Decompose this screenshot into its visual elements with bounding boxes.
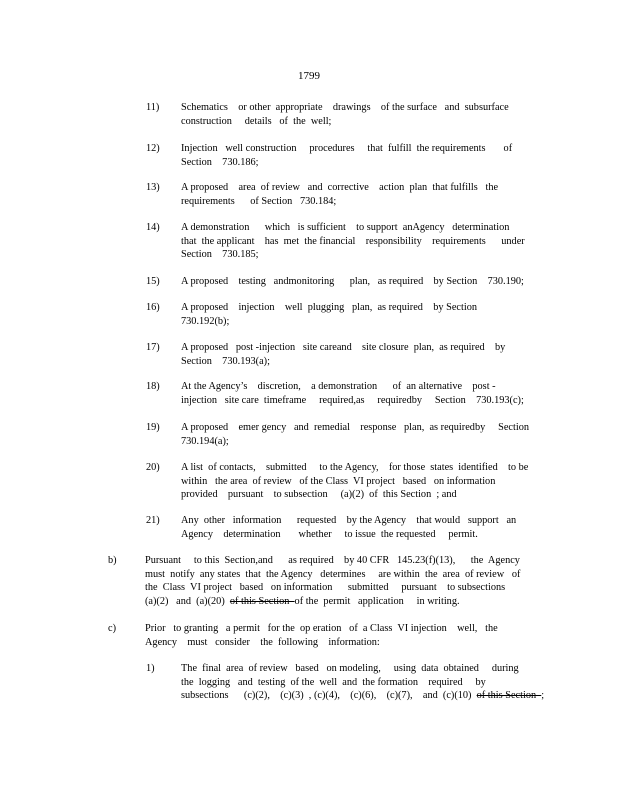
item-number: 15): [146, 276, 160, 287]
item-number: 16): [146, 302, 160, 313]
item-number: 1): [146, 663, 155, 674]
item-text: A proposed area of review and corrective action plan that fulfills the requirements of Section 730.184;: [181, 182, 499, 207]
item-number: 18): [146, 381, 160, 392]
item-text: At the Agency’s discretion, a demonstration of an alternative post - injection site care timeframe required,as requiredby Section 730.193(c);: [181, 381, 524, 406]
item-text: A proposed post -injection site careand site closure plan, as required by Section 730.193(a);: [181, 342, 506, 367]
item-text: Schematics or other appropriate drawings of the surface and subsurface construction details of the well;: [181, 102, 509, 127]
item-number: 13): [146, 182, 160, 193]
item-text: A proposed testing andmonitoring plan, as required by Section 730.190;: [181, 276, 524, 287]
section-letter: b): [108, 555, 117, 566]
item-text: The final area of review based on modeling, using data obtained during the logging and testing of the well and the formation required by subsections (c)(2), (c)(3) , (c)(4), (c)(6), (c)(7), and (c)(10) of this Section ;: [181, 663, 545, 701]
item-number: 20): [146, 462, 160, 473]
struck-text: of this Section: [229, 595, 295, 607]
struck-text: of this Section: [476, 690, 542, 701]
section-letter: c): [108, 623, 116, 634]
item-number: 17): [146, 342, 160, 353]
item-number: 12): [146, 143, 160, 154]
item-text: A demonstration which is sufficient to support anAgency determination that the applicant has met the financial responsibility requirements under Section 730.185;: [181, 222, 525, 260]
item-number: 19): [146, 422, 160, 433]
item-text: A proposed emer gency and remedial response plan, as requiredby Section 730.194(a);: [181, 422, 529, 447]
item-text: A list of contacts, submitted to the Agency, for those states identified to be within the area of review of the Class VI project based on information provided pursuant to subsection (a)(2) of this Section ; and: [181, 462, 529, 500]
section-text: Prior to granting a permit for the op eration of a Class VI injection well, the Agency must consider the following information:: [145, 623, 498, 648]
item-number: 14): [146, 222, 160, 233]
item-number: 21): [146, 515, 160, 526]
item-number: 11): [146, 102, 160, 113]
section-text: Pursuant to this Section,and as required by 40 CFR 145.23(f)(13), the Agency must notify any states that the Agency determines are within the area of review of the Class VI project based on information submitted pursuant to subsections (a)(2) and (a)(20) of this Section of the permit application in writing.: [145, 555, 521, 607]
item-text: Injection well construction procedures that fulfill the requirements of Section 730.186;: [181, 143, 513, 168]
item-text: Any other information requested by the Agency that would support an Agency determination whether to issue the requested permit.: [181, 515, 517, 540]
item-text: A proposed injection well plugging plan, as required by Section 730.192(b);: [181, 302, 477, 327]
page-number: 1799: [298, 70, 320, 82]
